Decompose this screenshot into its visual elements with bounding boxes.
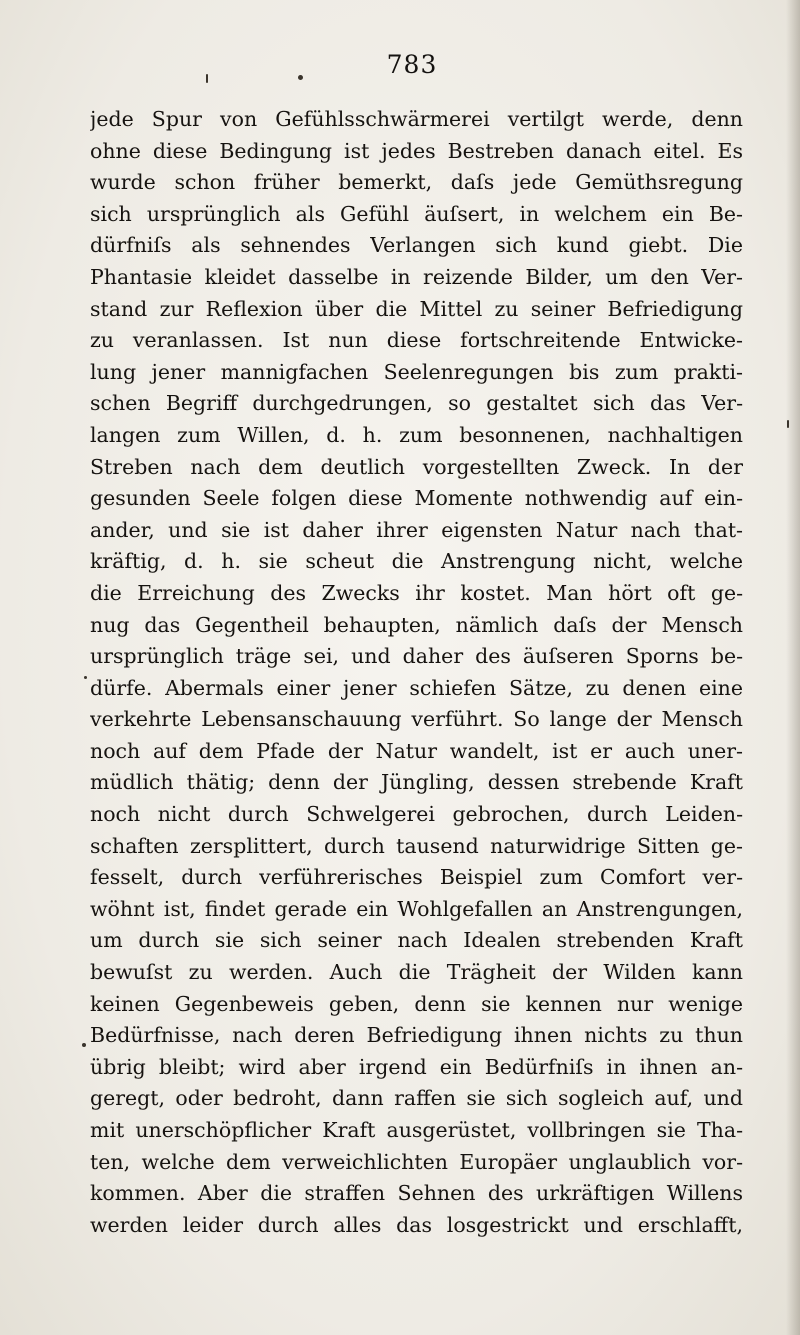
text-line: gesunden Seele folgen diese Momente nothwendig auf ein- <box>90 486 743 511</box>
text-line: ander, und sie ist daher ihrer eigensten Natur nach that- <box>90 517 743 542</box>
text-line: wurde schon früher bemerkt, daſs jede Gemüthsregung <box>90 170 743 195</box>
text-line: schaften zersplittert, durch tausend naturwidrige Sitten ge- <box>90 833 743 858</box>
text-line: lung jener mannigfachen Seelenregungen bis zum prakti- <box>90 359 743 384</box>
text-line: jede Spur von Gefühlsschwärmerei vertilgt werde, denn <box>90 107 743 131</box>
text-line: verkehrte Lebensanschauung verführt. So lange der Mensch <box>90 707 743 732</box>
text-line: wöhnt ist, findet gerade ein Wohlgefallen an Anstrengungen, <box>90 896 743 921</box>
text-line: schen Begriff durchgedrungen, so gestaltet sich das Ver- <box>90 391 743 416</box>
text-line: ursprünglich träge sei, und daher des äuſseren Sporns be- <box>90 644 743 669</box>
text-line: bewuſst zu werden. Auch die Trägheit der Wilden kann <box>90 960 743 985</box>
text-line: die Erreichung des Zwecks ihr kostet. Man hört oft ge- <box>90 580 743 605</box>
text-line: keinen Gegenbeweis geben, denn sie kennen nur wenige <box>90 991 743 1016</box>
text-line: nug das Gegentheil behaupten, nämlich daſs der Mensch <box>90 612 743 637</box>
text-line: fesselt, durch verführerisches Beispiel zum Comfort ver- <box>90 865 743 890</box>
body-text <box>90 104 743 1241</box>
text-line: ten, welche dem verweichlichten Europäer unglaublich vor- <box>90 1149 743 1174</box>
page-number: 783 <box>386 50 438 79</box>
text-line: Bedürfnisse, nach deren Befriedigung ihnen nichts zu thun <box>90 1023 743 1048</box>
page-edge-shadow <box>786 0 800 1335</box>
text-line: noch auf dem Pfade der Natur wandelt, ist er auch uner- <box>90 738 743 763</box>
text-line: müdlich thätig; denn der Jüngling, dessen strebende Kraft <box>90 770 743 795</box>
text-line: kräftig, d. h. sie scheut die Anstrengung nicht, welche <box>90 549 743 574</box>
ink-speck <box>84 676 87 679</box>
text-line: werden leider durch alles das losgestrickt und erschlafft, <box>90 1212 743 1237</box>
text-line: noch nicht durch Schwelgerei gebrochen, durch Leiden- <box>90 802 743 827</box>
text-line: langen zum Willen, d. h. zum besonnenen, nachhaltigen <box>90 422 743 447</box>
text-line: Phantasie kleidet dasselbe in reizende Bilder, um den Ver- <box>90 264 743 289</box>
text-line: dürfe. Abermals einer jener schiefen Sätze, zu denen eine <box>90 675 743 700</box>
text-line: mit unerschöpflicher Kraft ausgerüstet, vollbringen sie Tha- <box>90 1118 743 1142</box>
ink-speck <box>82 1043 86 1047</box>
text-line: übrig bleibt; wird aber irgend ein Bedürfniſs in ihnen an- <box>90 1054 743 1079</box>
ink-speck <box>787 420 789 428</box>
text-line: stand zur Reflexion über die Mittel zu seiner Befriedigung <box>90 296 743 321</box>
text-line: um durch sie sich seiner nach Idealen strebenden Kraft <box>90 928 743 953</box>
text-line: zu veranlassen. Ist nun diese fortschreitende Entwicke- <box>90 328 743 353</box>
text-line: Streben nach dem deutlich vorgestellten Zweck. In der <box>90 454 743 479</box>
text-line: dürfniſs als sehnendes Verlangen sich kund giebt. Die <box>90 233 743 258</box>
text-line: geregt, oder bedroht, dann raffen sie sich sogleich auf, und <box>90 1086 743 1111</box>
text-line: sich ursprünglich als Gefühl äuſsert, in welchem ein Be- <box>90 201 743 226</box>
text-line: ohne diese Bedingung ist jedes Bestreben danach eitel. Es <box>90 138 743 163</box>
text-line: kommen. Aber die straffen Sehnen des urkräftigen Willens <box>90 1181 743 1206</box>
